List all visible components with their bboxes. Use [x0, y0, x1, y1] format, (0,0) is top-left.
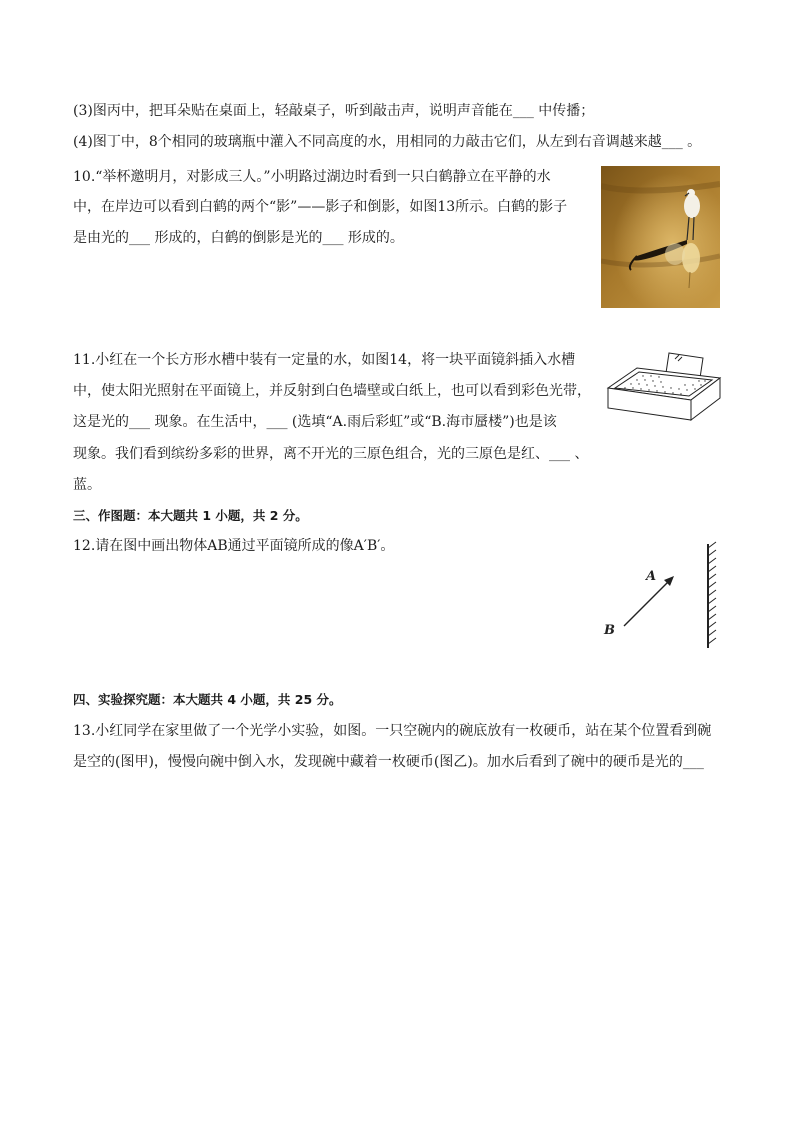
q10-line-2: 中，在岸边可以看到白鹤的两个“影”——影子和倒影，如图13所示。白鹤的影子 [73, 199, 568, 215]
label-b: B [604, 623, 615, 638]
q13-line-2: 是空的(图甲)，慢慢向碗中倒入水，发现碗中藏着一枚硬币(图乙)。加水后看到了碗中的硬币是光的___ [73, 754, 704, 770]
q11-line-4: 现象。我们看到缤纷多彩的世界，离不开光的三原色组合，光的三原色是红、___ 、 [73, 446, 589, 462]
q13-line-1: 13.小红同学在家里做了一个光学小实验，如图。一只空碗内的碗底放有一枚硬币，站在某个位置看到碗 [73, 723, 712, 739]
q11-line-3: 这是光的___ 现象。在生活中，___ (选填“A.雨后彩虹”或“B.海市蜃楼”)也是该 [73, 414, 557, 430]
q11-line-2: 中，使太阳光照射在平面镜上，并反射到白色墙壁或白纸上，也可以看到彩色光带， [73, 383, 591, 399]
plane-mirror-ab-figure [598, 540, 728, 652]
q10-line-3: 是由光的___ 形成的，白鹤的倒影是光的___ 形成的。 [73, 230, 404, 246]
crane-photo-drawing [601, 166, 720, 308]
water-tank-mirror-figure [605, 350, 723, 425]
section-4-heading: 四、实验探究题：本大题共 4 小题，共 25 分。 [73, 692, 342, 707]
q10-line-1: 10.“举杯邀明月，对影成三人。”小明路过湖边时看到一只白鹤静立在平静的水 [73, 169, 551, 185]
q11-line-5: 蓝。 [73, 477, 101, 493]
label-a: A [646, 569, 657, 584]
q11-line-1: 11.小红在一个长方形水槽中装有一定量的水，如图14，将一块平面镜斜插入水槽 [73, 352, 576, 368]
section-3-heading: 三、作图题：本大题共 1 小题，共 2 分。 [73, 508, 308, 523]
q12-text: 12.请在图中画出物体AB通过平面镜所成的像A′B′。 [73, 538, 395, 554]
crane-reflection-photo [601, 166, 720, 308]
q9-line-4: (4)图丁中，8个相同的玻璃瓶中灌入不同高度的水，用相同的力敲击它们，从左到右音调越来越___ 。 [73, 134, 702, 150]
q9-line-3: (3)图丙中，把耳朵贴在桌面上，轻敲桌子，听到敲击声，说明声音能在___ 中传播； [73, 103, 595, 119]
